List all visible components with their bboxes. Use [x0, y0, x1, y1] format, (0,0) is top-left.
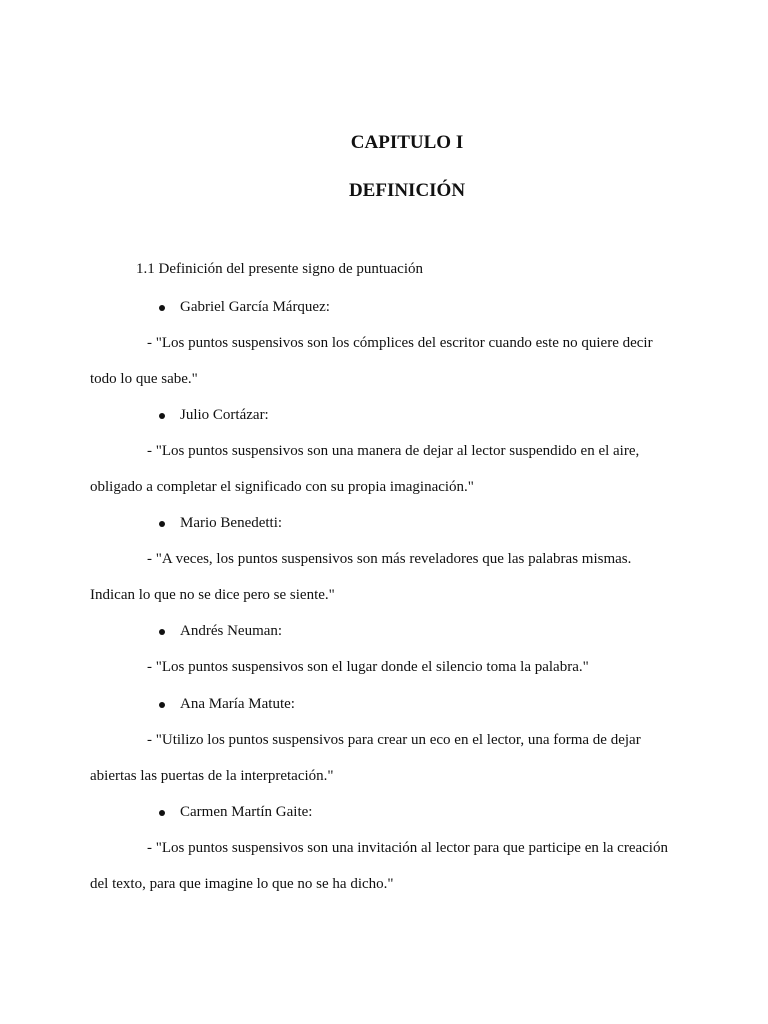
author-name: Julio Cortázar:	[180, 407, 269, 423]
author-name: Ana María Matute:	[180, 696, 295, 712]
author-name: Andrés Neuman:	[180, 623, 283, 639]
section-heading: 1.1 Definición del presente signo de puntuación	[136, 261, 424, 277]
bullet-icon	[159, 413, 165, 419]
quote-line: - "Utilizo los puntos suspensivos para crear un eco en el lector, una forma de dejar	[147, 732, 641, 748]
bullet-icon	[159, 305, 165, 311]
author-name: Carmen Martín Gaite:	[180, 804, 313, 820]
quote-line: - "A veces, los puntos suspensivos son más reveladores que las palabras mismas.	[147, 551, 632, 567]
bullet-icon	[159, 702, 165, 708]
quote-line: - "Los puntos suspensivos son una invitación al lector para que participe en la creación	[147, 840, 668, 856]
quote-line: - "Los puntos suspensivos son una manera de dejar al lector suspendido en el aire,	[147, 443, 640, 459]
bullet-icon	[159, 521, 165, 527]
quote-line: abiertas las puertas de la interpretación."	[90, 768, 334, 784]
author-name: Gabriel García Márquez:	[180, 299, 330, 315]
quote-line: del texto, para que imagine lo que no se ha dicho."	[90, 876, 394, 892]
author-name: Mario Benedetti:	[180, 515, 283, 531]
quote-line: Indican lo que no se dice pero se siente."	[90, 587, 335, 603]
chapter-title: CAPITULO I	[350, 132, 464, 153]
bullet-icon	[159, 810, 165, 816]
quote-line: - "Los puntos suspensivos son el lugar donde el silencio toma la palabra."	[147, 659, 589, 675]
chapter-subtitle: DEFINICIÓN	[348, 180, 466, 201]
quote-line: todo lo que sabe."	[90, 371, 198, 387]
quote-line: obligado a completar el significado con su propia imaginación."	[90, 479, 474, 495]
bullet-icon	[159, 629, 165, 635]
quote-line: - "Los puntos suspensivos son los cómplices del escritor cuando este no quiere decir	[147, 335, 653, 351]
